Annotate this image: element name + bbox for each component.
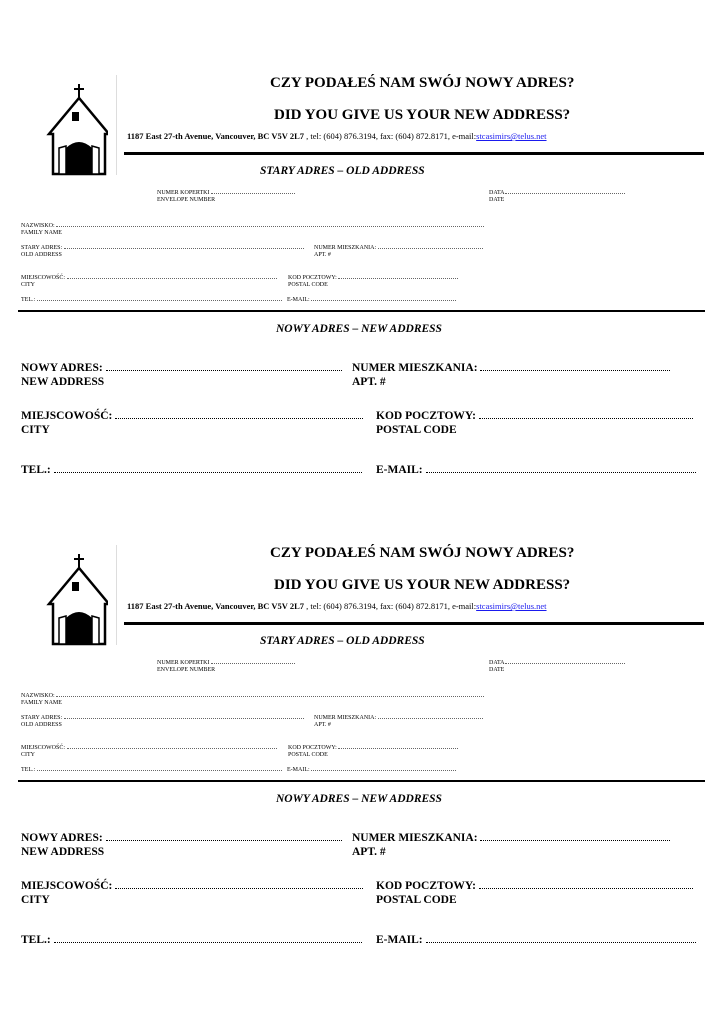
new-street-field[interactable] [21, 831, 342, 859]
old-postal-field[interactable] [288, 272, 458, 289]
old-postal-label-pl: KOD POCZTOWY: [288, 275, 337, 281]
date-label-pl: DATA [489, 660, 505, 666]
old-email-field[interactable] [287, 764, 456, 774]
new-street-label-pl: NOWY ADRES: [21, 362, 103, 374]
family-label-en: FAMILY NAME [21, 230, 62, 236]
old-email-field[interactable] [287, 294, 456, 304]
date-label-en: DATE [489, 197, 505, 203]
parish-street: 1187 East 27-th Avenue, Vancouver, BC V5V 2L7 [127, 131, 305, 141]
old-street-label-en: OLD ADDRESS [21, 252, 62, 258]
new-postal-field[interactable] [376, 879, 693, 907]
old-tel-label: TEL.: [21, 767, 36, 773]
old-city-label-pl: MIEJSCOWOŚĆ: [21, 745, 66, 751]
new-apt-field[interactable] [352, 831, 670, 859]
old-street-field[interactable] [21, 242, 304, 259]
old-postal-field[interactable] [288, 742, 458, 759]
envelope-label-en: ENVELOPE NUMBER [157, 197, 216, 203]
old-address-heading: STARY ADRES – OLD ADDRESS [260, 635, 425, 647]
new-apt-label-en: APT. # [352, 846, 386, 858]
old-street-label-pl: STARY ADRES: [21, 715, 63, 721]
parish-email-link[interactable]: stcasimirs@telus.net [476, 601, 547, 611]
old-tel-label: TEL.: [21, 297, 36, 303]
new-city-field[interactable] [21, 409, 363, 437]
new-street-label-en: NEW ADDRESS [21, 846, 105, 858]
envelope-number-field[interactable] [157, 657, 295, 674]
title-english: DID YOU GIVE US YOUR NEW ADDRESS? [274, 107, 571, 123]
church-icon [46, 552, 108, 647]
old-street-field[interactable] [21, 712, 304, 729]
old-city-label-en: CITY [21, 752, 35, 758]
new-email-label: E-MAIL: [376, 464, 423, 476]
old-city-field[interactable] [21, 272, 277, 289]
old-apt-field[interactable] [314, 712, 483, 729]
header-rule [124, 622, 704, 625]
address-form-1 [0, 0, 724, 476]
new-apt-label-pl: NUMER MIESZKANIA: [352, 362, 478, 374]
title-polish: CZY PODAŁEŚ NAM SWÓJ NOWY ADRES? [270, 75, 575, 91]
old-postal-label-en: POSTAL CODE [288, 282, 328, 288]
family-name-field[interactable] [21, 220, 484, 237]
old-email-label: E-MAIL: [287, 297, 310, 303]
parish-email-link[interactable]: stcasimirs@telus.net [476, 131, 547, 141]
old-apt-field[interactable] [314, 242, 483, 259]
new-city-label-pl: MIEJSCOWOŚĆ: [21, 410, 113, 422]
parish-contact: , tel: (604) 876.3194, fax: (604) 872.8171, e-mail: [304, 601, 477, 611]
parish-address [127, 131, 547, 141]
old-tel-field[interactable] [21, 294, 282, 304]
new-street-label-pl: NOWY ADRES: [21, 832, 103, 844]
envelope-number-field[interactable] [157, 187, 295, 204]
new-postal-field[interactable] [376, 409, 693, 437]
new-tel-field[interactable] [21, 933, 362, 947]
envelope-label-pl: NUMER KOPERTKI [157, 660, 210, 666]
old-city-field[interactable] [21, 742, 277, 759]
parish-address [127, 601, 547, 611]
envelope-label-en: ENVELOPE NUMBER [157, 667, 216, 673]
family-label-pl: NAZWISKO: [21, 693, 55, 699]
date-label-pl: DATA [489, 190, 505, 196]
new-postal-label-pl: KOD POCZTOWY: [376, 880, 477, 892]
section-rule [18, 780, 705, 782]
title-english: DID YOU GIVE US YOUR NEW ADDRESS? [274, 577, 571, 593]
new-apt-label-en: APT. # [352, 376, 386, 388]
new-street-field[interactable] [21, 361, 342, 389]
old-apt-label-pl: NUMER MIESZKANIA: [314, 715, 377, 721]
new-postal-label-en: POSTAL CODE [376, 894, 457, 906]
family-name-field[interactable] [21, 690, 484, 707]
new-tel-label: TEL.: [21, 934, 51, 946]
new-tel-label: TEL.: [21, 464, 51, 476]
date-label-en: DATE [489, 667, 505, 673]
old-email-label: E-MAIL: [287, 767, 310, 773]
new-city-label-en: CITY [21, 424, 50, 436]
parish-street: 1187 East 27-th Avenue, Vancouver, BC V5V 2L7 [127, 601, 305, 611]
new-address-heading: NOWY ADRES – NEW ADDRESS [276, 793, 442, 805]
new-street-label-en: NEW ADDRESS [21, 376, 105, 388]
new-email-field[interactable] [376, 933, 696, 947]
family-label-pl: NAZWISKO: [21, 223, 55, 229]
old-street-label-en: OLD ADDRESS [21, 722, 62, 728]
new-city-label-pl: MIEJSCOWOŚĆ: [21, 880, 113, 892]
header-rule [124, 152, 704, 155]
date-field[interactable] [489, 187, 625, 204]
old-street-label-pl: STARY ADRES: [21, 245, 63, 251]
old-tel-field[interactable] [21, 764, 282, 774]
old-postal-label-en: POSTAL CODE [288, 752, 328, 758]
old-apt-label-en: APT. # [314, 722, 331, 728]
old-postal-label-pl: KOD POCZTOWY: [288, 745, 337, 751]
section-rule [18, 310, 705, 312]
old-apt-label-en: APT. # [314, 252, 331, 258]
header-divider [116, 75, 117, 175]
old-city-label-en: CITY [21, 282, 35, 288]
new-email-label: E-MAIL: [376, 934, 423, 946]
new-apt-label-pl: NUMER MIESZKANIA: [352, 832, 478, 844]
old-address-heading: STARY ADRES – OLD ADDRESS [260, 165, 425, 177]
address-form-2 [0, 470, 724, 946]
date-field[interactable] [489, 657, 625, 674]
new-postal-label-en: POSTAL CODE [376, 424, 457, 436]
header-divider [116, 545, 117, 645]
new-postal-label-pl: KOD POCZTOWY: [376, 410, 477, 422]
old-apt-label-pl: NUMER MIESZKANIA: [314, 245, 377, 251]
new-city-field[interactable] [21, 879, 363, 907]
envelope-label-pl: NUMER KOPERTKI [157, 190, 210, 196]
new-apt-field[interactable] [352, 361, 670, 389]
old-city-label-pl: MIEJSCOWOŚĆ: [21, 275, 66, 281]
family-label-en: FAMILY NAME [21, 700, 62, 706]
title-polish: CZY PODAŁEŚ NAM SWÓJ NOWY ADRES? [270, 545, 575, 561]
church-icon [46, 82, 108, 177]
new-city-label-en: CITY [21, 894, 50, 906]
parish-contact: , tel: (604) 876.3194, fax: (604) 872.8171, e-mail: [304, 131, 477, 141]
new-address-heading: NOWY ADRES – NEW ADDRESS [276, 323, 442, 335]
